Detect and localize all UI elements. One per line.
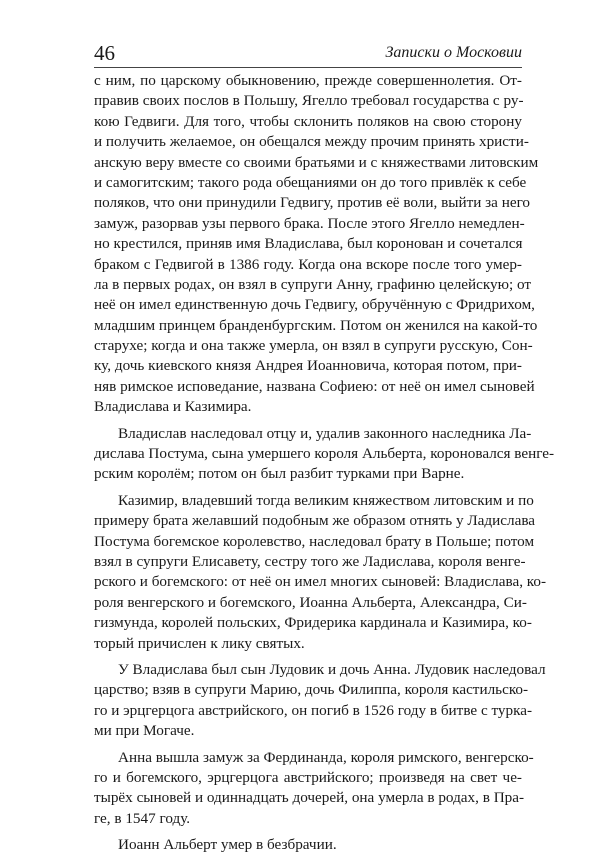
paragraph	[94, 71, 539, 418]
paragraph	[94, 660, 546, 742]
text-line: замуж, разорвав узы первого брака. После этого Ягелло немедлен-	[94, 214, 525, 232]
text-line: гизмунда, королей польских, Фридерика кардинала и Казимира, ко-	[94, 614, 532, 632]
text-line: торый причислен к лику святых.	[94, 634, 305, 652]
text-line: ми при Могаче.	[94, 722, 195, 740]
text-line: Казимир, владевший тогда великим княжеством литовским и по	[118, 491, 534, 509]
text-line: Владислава и Казимира.	[94, 398, 252, 416]
text-line: рского и богемского: от неё он имел многих сыновей: Владислава, ко-	[94, 573, 547, 591]
text-line: ку, дочь киевского князя Андрея Иоанновича, которая потом, при-	[94, 357, 522, 375]
paragraph	[94, 748, 534, 830]
text-line: браком с Гедвигой в 1386 году. Когда она вскоре после того умер-	[94, 255, 522, 273]
page-header	[94, 40, 522, 68]
text-line: Иоанн Альберт умер в безбрачии.	[118, 836, 337, 854]
text-line: го и богемского, эрцгерцога австрийского; произведя на свет че-	[94, 768, 522, 786]
text-line: тырёх сыновей и одиннадцать дочерей, она умерла в родах, в Пра-	[94, 789, 525, 807]
text-line: дислава Постума, сына умершего короля Альберта, короновался венге-	[94, 445, 555, 463]
text-line: и самогитским; такого рода обещаниями он до того привлёк к себе	[94, 173, 527, 191]
text-line: и получить желаемое, он обещался между прочим принять христи-	[94, 133, 529, 151]
text-line: Анна вышла замуж за Фердинанда, короля римского, венгерско-	[118, 748, 534, 766]
text-line: рским королём; потом он был разбит турками при Варне.	[94, 465, 465, 483]
body-text	[94, 71, 555, 855]
text-line: с ним, по царскому обыкновению, прежде совершеннолетия. От-	[94, 72, 522, 89]
text-line: анскую веру вместе со своими братьями и с княжествами литовским	[94, 153, 539, 171]
text-line: няв римское исповедание, названа Софиею: от неё он имел сыновей	[94, 377, 535, 395]
text-line: го и эрцгерцога австрийского, он погиб в 1526 году в битве с турка-	[94, 701, 533, 719]
page-number: 46	[94, 41, 115, 65]
paragraph	[94, 424, 555, 485]
text-line: правив своих послов в Польшу, Ягелло требовал государства с ру-	[94, 92, 524, 110]
text-line: ге, в 1547 году.	[94, 809, 191, 827]
text-line: поляков, что они принудили Гедвигу, против её воли, выйти за него	[94, 194, 531, 212]
header-rule	[94, 67, 522, 68]
text-line: Постума богемское королевство, наследовал брату в Польше; потом	[94, 532, 535, 550]
running-title: Записки о Московии	[385, 44, 522, 61]
text-line: неё он имел единственную дочь Гедвигу, обручённую с Фридрихом,	[94, 296, 535, 314]
text-line: роля венгерского и богемского, Иоанна Альберта, Александра, Си-	[94, 593, 527, 611]
text-line: старухе; когда и она также умерла, он взял в супруги русскую, Сон-	[94, 337, 533, 355]
paragraph	[94, 491, 547, 654]
text-line: но крестился, приняв имя Владислава, был коронован и сочетался	[94, 235, 523, 253]
text-line: взял в супруги Елисавету, сестру того же Ладислава, короля венге-	[94, 552, 526, 570]
text-line: кою Гедвиги. Для того, чтобы склонить поляков на свою сторону	[94, 112, 522, 130]
text-line: У Владислава был сын Лудовик и дочь Анна. Лудовик наследовал	[118, 660, 546, 678]
text-line: Владислав наследовал отцу и, удалив законного наследника Ла-	[118, 424, 532, 442]
text-line: младшим принцем бранденбургским. Потом он женился на какой-то	[94, 316, 538, 334]
text-line: ла в первых родах, он взял в супруги Анну, графиню целейскую; от	[94, 275, 532, 293]
text-line: царство; взяв в супруги Марию, дочь Филиппа, короля кастильско-	[94, 681, 529, 699]
paragraph	[94, 835, 522, 855]
text-line: примеру брата желавший подобным же образом отнять у Ладислава	[94, 512, 536, 530]
